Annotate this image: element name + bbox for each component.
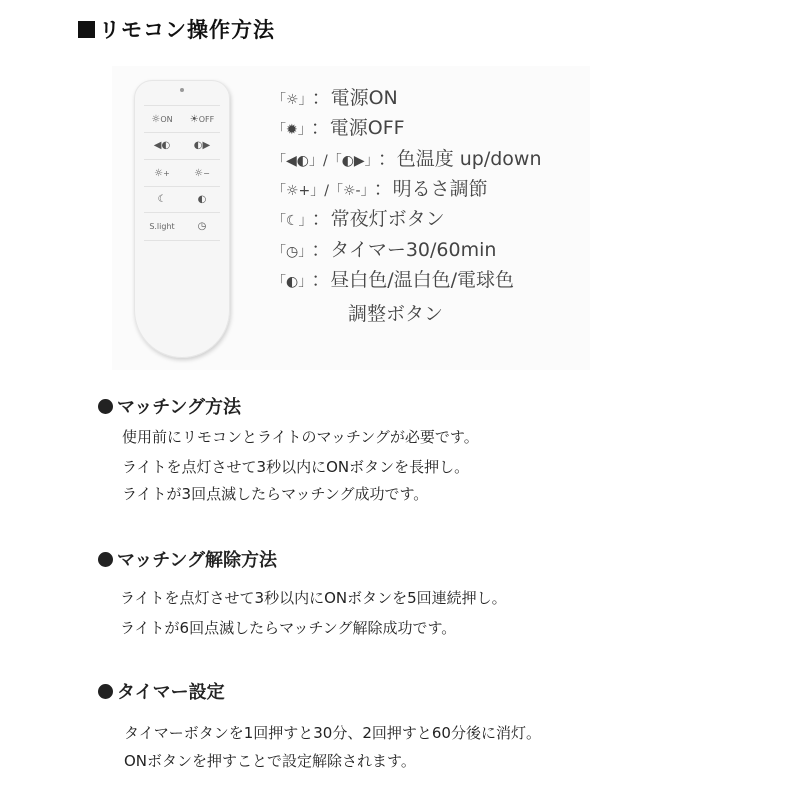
remote-slight-button: S.light xyxy=(149,222,175,231)
page-title: リモコン操作方法 xyxy=(78,14,275,44)
section-heading-unmatching: マッチング解除方法 xyxy=(98,546,277,572)
legend-color-temp: 「◀◐」/「◐▶」 ：色温度 up/down xyxy=(272,148,542,170)
square-bullet-icon xyxy=(78,21,95,38)
bullet-icon xyxy=(98,552,113,567)
remote-color-up-button: ◐▶ xyxy=(193,140,211,151)
remote-night-light-button: ☾ xyxy=(157,194,167,205)
remote-timer-button: ◷ xyxy=(197,221,207,232)
remote-on-button: ☼ON xyxy=(151,114,173,125)
legend-timer: 「◷」 ：タイマー30/60min xyxy=(272,239,497,261)
legend-night-light: 「☾」 ：常夜灯ボタン xyxy=(272,208,445,230)
section-line: ライトを点灯させて3秒以内にONボタンを5回連続押し。 xyxy=(120,589,507,607)
bullet-icon xyxy=(98,399,113,414)
indicator-dot xyxy=(180,88,184,92)
section-line: ライトが3回点滅したらマッチング成功です。 xyxy=(122,485,429,503)
legend-power-on: 「☼」 ：電源ON xyxy=(272,87,398,109)
legend-color-adjust: 「◐」 ：昼白色/温白色/電球色 xyxy=(272,269,515,291)
remote-brightness-up-button: ☼+ xyxy=(154,168,170,179)
section-line: タイマーボタンを1回押すと30分、2回押すと60分後に消灯。 xyxy=(124,724,541,742)
section-line: 使用前にリモコンとライトのマッチングが必要です。 xyxy=(122,428,479,446)
legend-color-adjust-continuation: 調整ボタン xyxy=(348,303,444,325)
section-line: ライトを点灯させて3秒以内にONボタンを長押し。 xyxy=(122,458,470,476)
section-line: ライトが6回点滅したらマッチング解除成功です。 xyxy=(120,619,457,637)
legend-brightness: 「☼+」/「☼-」 ：明るさ調節 xyxy=(272,178,488,200)
legend-power-off: 「✹」 ：電源OFF xyxy=(272,117,405,139)
section-line: ONボタンを押すことで設定解除されます。 xyxy=(124,752,416,770)
remote-color-cycle-button: ◐ xyxy=(197,194,207,205)
remote-off-button: ☀OFF xyxy=(189,114,215,125)
section-heading-timer: タイマー設定 xyxy=(98,678,225,704)
bullet-icon xyxy=(98,684,113,699)
remote-color-down-button: ◀◐ xyxy=(153,140,171,151)
remote-brightness-down-button: ☼− xyxy=(194,168,210,179)
section-heading-matching: マッチング方法 xyxy=(98,393,241,419)
remote-control-image xyxy=(134,80,230,358)
